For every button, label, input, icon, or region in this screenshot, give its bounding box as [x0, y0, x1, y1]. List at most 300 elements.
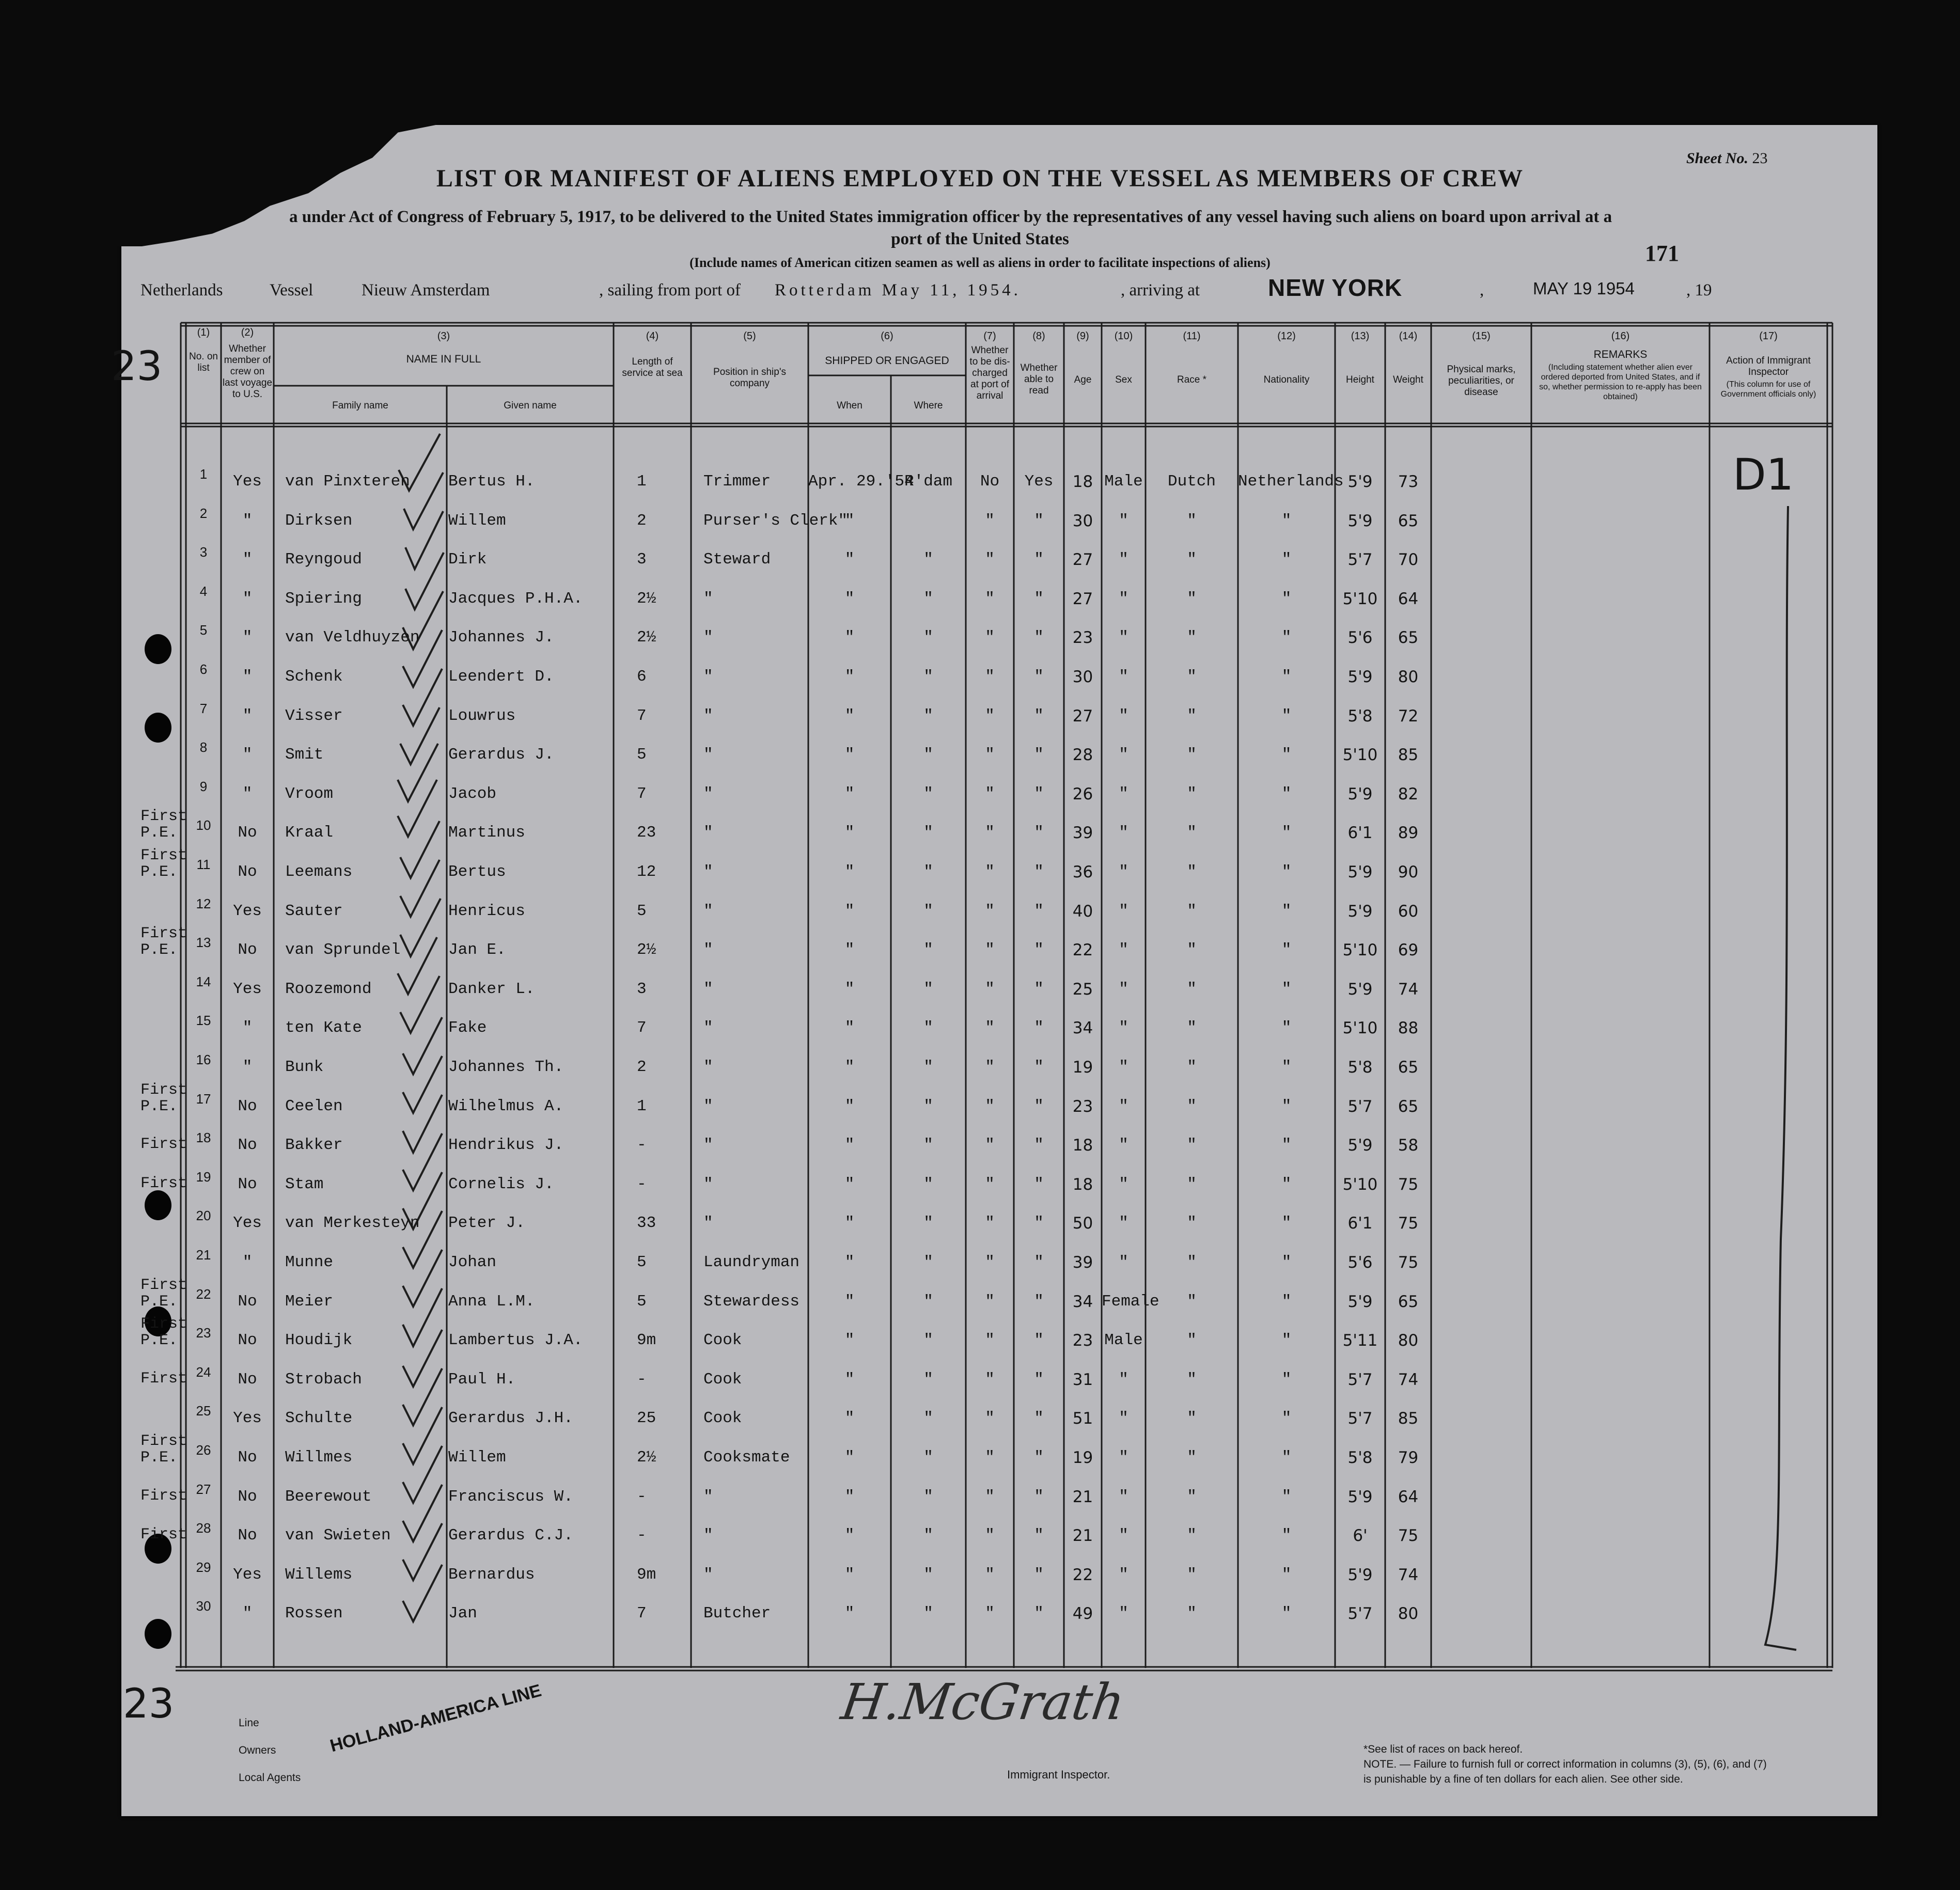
row-weight-cell: 75	[1398, 1526, 1419, 1546]
row-position-cell: Stewardess	[703, 1292, 800, 1311]
row-family-cell: Meier	[285, 1292, 334, 1311]
row-nat-cell: Netherlands	[1238, 472, 1344, 491]
row-service-cell: 2	[637, 511, 647, 530]
row-family-cell: Schulte	[285, 1409, 353, 1428]
row-where-cell: "	[923, 863, 933, 881]
page-title: LIST OR MANIFEST OF ALIENS EMPLOYED ON THE VESSEL AS MEMBERS OF CREW	[436, 165, 1524, 192]
row-service-cell: 1	[637, 472, 647, 491]
row-weight-cell: 65	[1398, 1097, 1419, 1116]
row-where-cell: "	[923, 1058, 933, 1076]
row-sex-cell: Male	[1104, 472, 1143, 491]
row-where-cell: "	[923, 1253, 933, 1271]
col-16-subheader: (Including statement whether alien ever ordered deported from United States, and if so, whether permission to re-apply has been obtained)	[1539, 363, 1702, 401]
row-nat-cell: "	[1281, 668, 1292, 686]
row-race-cell: "	[1187, 1409, 1197, 1428]
row-where-cell: "	[923, 1487, 933, 1506]
col-12-num: (12)	[1277, 330, 1296, 342]
row-race-cell: "	[1187, 1058, 1197, 1076]
row-position-cell: Cook	[703, 1331, 742, 1350]
row-where-cell: "	[923, 1448, 933, 1467]
row-disch-cell: "	[985, 824, 995, 842]
col-2-num: (2)	[241, 327, 254, 338]
row-disch-cell: "	[985, 941, 995, 959]
first-pe-note: First P.E.	[140, 1432, 187, 1467]
row-disch-cell: "	[985, 1448, 995, 1467]
row-nat-cell: "	[1281, 980, 1292, 998]
row-family-cell: Rossen	[285, 1604, 343, 1623]
row-family-cell: Leemans	[285, 863, 353, 881]
row-nat-cell: "	[1281, 550, 1292, 569]
row-weight-cell: 88	[1398, 1019, 1419, 1038]
row-read-cell: "	[1034, 1058, 1044, 1076]
row-sex-cell: "	[1119, 902, 1128, 920]
row-height-cell: 5'9	[1347, 863, 1373, 881]
row-nat-cell: "	[1281, 1136, 1292, 1155]
punch-hole	[145, 713, 171, 743]
row-family-cell: Roozemond	[285, 980, 372, 998]
row-nat-cell: "	[1281, 1448, 1292, 1467]
row-age-cell: 49	[1072, 1604, 1093, 1624]
stamped-page-number: 171	[1645, 241, 1679, 266]
row-family-cell: Dirksen	[285, 511, 353, 530]
row-service-cell: 1	[637, 1097, 647, 1115]
row-height-cell: 5'9	[1347, 511, 1373, 530]
row-read-cell: "	[1034, 1175, 1044, 1193]
row-race-cell: "	[1187, 1448, 1197, 1467]
row-nat-cell: "	[1281, 1331, 1292, 1350]
row-weight-cell: 74	[1398, 980, 1419, 999]
row-family-cell: Munne	[285, 1253, 334, 1271]
row-last-cell: "	[242, 550, 253, 569]
row-race-cell: "	[1187, 1370, 1197, 1389]
punch-hole	[145, 634, 171, 664]
row-position-cell: "	[703, 784, 713, 803]
row-disch-cell: "	[985, 706, 995, 725]
row-where-cell: "	[923, 1565, 933, 1584]
first-pe-note: First	[140, 1136, 187, 1154]
row-disch-cell: "	[985, 550, 995, 569]
row-height-cell: 5'9	[1347, 1565, 1373, 1584]
row-age-cell: 40	[1072, 902, 1093, 921]
row-last-cell: "	[242, 784, 253, 803]
sailing-from: Rotterdam May 11, 1954.	[775, 281, 1021, 300]
row-where-cell: "	[923, 1019, 933, 1037]
sheet-mark-bottom: 23	[123, 1681, 175, 1727]
row-last-cell: Yes	[233, 472, 262, 491]
row-service-cell: 5	[637, 902, 647, 920]
row-weight-cell: 64	[1398, 1487, 1419, 1506]
row-no-cell: 14	[196, 973, 211, 989]
row-service-cell: 3	[637, 550, 647, 569]
row-service-cell: 6	[637, 668, 647, 686]
row-weight-cell: 72	[1398, 706, 1419, 726]
row-age-cell: 50	[1072, 1214, 1093, 1233]
local-agents-label: Local Agents	[239, 1772, 301, 1784]
row-where-cell: "	[923, 1175, 933, 1193]
row-no-cell: 15	[196, 1013, 211, 1029]
row-weight-cell: 79	[1398, 1448, 1419, 1467]
punch-hole	[145, 1190, 171, 1220]
row-given-cell: Lambertus J.A.	[448, 1331, 583, 1350]
row-race-cell: "	[1187, 1097, 1197, 1115]
row-no-cell: 30	[196, 1598, 211, 1614]
row-given-cell: Willem	[448, 511, 506, 530]
row-last-cell: "	[242, 628, 253, 647]
row-when-cell: "	[844, 1526, 855, 1545]
row-no-cell: 2	[199, 505, 208, 521]
row-disch-cell: "	[985, 1487, 995, 1506]
col-3-header: NAME IN FULL	[406, 353, 481, 365]
row-where-cell: "	[923, 1292, 933, 1311]
row-weight-cell: 69	[1398, 941, 1419, 960]
row-race-cell: "	[1187, 941, 1197, 959]
row-disch-cell: "	[985, 1604, 995, 1623]
row-height-cell: 5'9	[1347, 668, 1373, 686]
row-family-cell: Schenk	[285, 668, 343, 686]
row-last-cell: "	[242, 1253, 253, 1271]
row-age-cell: 51	[1072, 1409, 1093, 1428]
row-nat-cell: "	[1281, 941, 1292, 959]
row-service-cell: 33	[637, 1214, 656, 1233]
row-when-cell: "	[844, 1097, 855, 1115]
row-family-cell: Reyngoud	[285, 550, 362, 569]
row-read-cell: "	[1034, 1565, 1044, 1584]
row-race-cell: "	[1187, 668, 1197, 686]
row-given-cell: Hendrikus J.	[448, 1136, 564, 1155]
row-family-cell: van Sprundel	[285, 941, 401, 959]
row-no-cell: 5	[199, 622, 208, 638]
row-last-cell: Yes	[233, 902, 262, 920]
row-given-cell: Johannes Th.	[448, 1058, 564, 1076]
arriving-port-stamp: NEW YORK	[1268, 274, 1403, 301]
row-height-cell: 5'7	[1347, 550, 1373, 570]
row-height-cell: 6'	[1353, 1526, 1368, 1546]
row-height-cell: 5'6	[1347, 1253, 1373, 1272]
row-nat-cell: "	[1281, 1604, 1292, 1623]
col-15-num: (15)	[1472, 330, 1491, 342]
row-service-cell: 2½	[637, 941, 656, 959]
row-age-cell: 25	[1072, 980, 1093, 999]
row-position-cell: "	[703, 902, 713, 920]
row-nat-cell: "	[1281, 628, 1292, 647]
row-sex-cell: "	[1119, 668, 1128, 686]
row-position-cell: Steward	[703, 550, 771, 569]
row-position-cell: Butcher	[703, 1604, 771, 1623]
row-height-cell: 5'10	[1342, 746, 1378, 765]
row-last-cell: No	[238, 863, 257, 881]
row-position-cell: Laundryman	[703, 1253, 800, 1271]
row-weight-cell: 75	[1398, 1253, 1419, 1272]
row-height-cell: 5'9	[1347, 1487, 1373, 1506]
row-nat-cell: "	[1281, 1019, 1292, 1037]
row-service-cell: -	[637, 1370, 647, 1389]
row-no-cell: 6	[199, 662, 208, 677]
row-service-cell: 9m	[637, 1331, 656, 1350]
row-family-cell: Kraal	[285, 824, 334, 842]
row-age-cell: 34	[1072, 1292, 1093, 1311]
row-when-cell: "	[844, 784, 855, 803]
row-when-cell: "	[844, 863, 855, 881]
row-read-cell: "	[1034, 1253, 1044, 1271]
first-pe-note: First P.E.	[140, 1276, 187, 1311]
row-sex-cell: "	[1119, 1214, 1128, 1233]
row-last-cell: No	[238, 1370, 257, 1389]
row-service-cell: 7	[637, 1019, 647, 1037]
row-service-cell: 7	[637, 1604, 647, 1623]
row-service-cell: 3	[637, 980, 647, 998]
row-position-cell: "	[703, 589, 713, 608]
row-where-cell: "	[923, 824, 933, 842]
row-where-cell: "	[923, 589, 933, 608]
inspector-signature: H.McGrath	[838, 1673, 1128, 1731]
row-age-cell: 27	[1072, 706, 1093, 726]
row-disch-cell: "	[985, 1526, 995, 1545]
row-age-cell: 18	[1072, 1136, 1093, 1155]
row-no-cell: 19	[196, 1169, 211, 1185]
row-nat-cell: "	[1281, 863, 1292, 881]
row-read-cell: "	[1034, 1097, 1044, 1115]
row-no-cell: 24	[196, 1364, 211, 1380]
row-sex-cell: "	[1119, 1487, 1128, 1506]
row-no-cell: 28	[196, 1520, 211, 1536]
row-where-cell: "	[923, 784, 933, 803]
row-race-cell: "	[1187, 1604, 1197, 1623]
row-weight-cell: 65	[1398, 1292, 1419, 1311]
row-read-cell: "	[1034, 784, 1044, 803]
subtitle-include: (Include names of American citizen seamen as well as aliens in order to facilitate inspections of aliens)	[689, 255, 1271, 270]
row-given-cell: Fake	[448, 1019, 487, 1037]
row-last-cell: Yes	[233, 1409, 262, 1428]
row-disch-cell: "	[985, 863, 995, 881]
row-read-cell: "	[1034, 1409, 1044, 1428]
row-last-cell: No	[238, 824, 257, 842]
row-given-cell: Jan	[448, 1604, 477, 1623]
row-when-cell: "	[844, 1448, 855, 1467]
row-sex-cell: "	[1119, 941, 1128, 959]
row-position-cell: "	[703, 1058, 713, 1076]
col-7-header: Whether to be dis-charged at port of arrival	[969, 345, 1010, 401]
row-nat-cell: "	[1281, 511, 1292, 530]
comma: ,	[1480, 281, 1484, 300]
row-nat-cell: "	[1281, 1565, 1292, 1584]
row-when-cell: "	[844, 550, 855, 569]
row-given-cell: Jan E.	[448, 941, 506, 959]
col-10-header: Sex	[1115, 374, 1132, 385]
row-when-cell: "	[844, 1136, 855, 1155]
row-where-cell: "	[923, 628, 933, 647]
row-where-cell: "	[923, 1409, 933, 1428]
row-family-cell: Bakker	[285, 1136, 343, 1155]
row-read-cell: "	[1034, 941, 1044, 959]
row-nat-cell: "	[1281, 1409, 1292, 1428]
row-height-cell: 5'8	[1347, 706, 1373, 726]
row-service-cell: 12	[637, 863, 656, 881]
row-height-cell: 5'10	[1342, 1175, 1378, 1194]
row-when-cell: "	[844, 589, 855, 608]
row-read-cell: "	[1034, 1604, 1044, 1623]
row-height-cell: 5'11	[1342, 1331, 1378, 1350]
row-position-cell: Trimmer	[703, 472, 771, 491]
row-age-cell: 23	[1072, 1097, 1093, 1116]
row-race-cell: "	[1187, 746, 1197, 764]
row-no-cell: 4	[199, 583, 208, 599]
row-disch-cell: "	[985, 1370, 995, 1389]
row-height-cell: 5'9	[1347, 472, 1373, 491]
row-where-cell: R'dam	[904, 472, 952, 491]
col-17-header: Action of Immigrant Inspector	[1726, 355, 1811, 377]
row-last-cell: No	[238, 1097, 257, 1115]
row-family-cell: van Swieten	[285, 1526, 391, 1545]
row-last-cell: Yes	[233, 1214, 262, 1233]
row-age-cell: 30	[1072, 511, 1093, 530]
row-service-cell: -	[637, 1526, 647, 1545]
row-nat-cell: "	[1281, 1370, 1292, 1389]
row-sex-cell: "	[1119, 1058, 1128, 1076]
row-no-cell: 27	[196, 1481, 211, 1497]
row-race-cell: "	[1187, 1019, 1197, 1037]
row-given-cell: Paul H.	[448, 1370, 516, 1389]
row-service-cell: 25	[637, 1409, 656, 1428]
row-given-cell: Bertus	[448, 863, 506, 881]
row-when-cell: "	[844, 1331, 855, 1350]
row-age-cell: 27	[1072, 550, 1093, 570]
row-position-cell: "	[703, 1487, 713, 1506]
row-disch-cell: "	[985, 1214, 995, 1233]
row-no-cell: 18	[196, 1130, 211, 1146]
row-position-cell: "	[703, 706, 713, 725]
row-disch-cell: "	[985, 1136, 995, 1155]
row-when-cell: "	[844, 1409, 855, 1428]
row-last-cell: "	[242, 746, 253, 764]
row-no-cell: 17	[196, 1091, 211, 1107]
row-position-cell: "	[703, 863, 713, 881]
row-weight-cell: 80	[1398, 668, 1419, 686]
sheet-mark-top: 23	[111, 343, 163, 390]
row-height-cell: 5'7	[1347, 1604, 1373, 1624]
row-given-cell: Gerardus J.H.	[448, 1409, 573, 1428]
row-last-cell: No	[238, 1331, 257, 1350]
row-age-cell: 19	[1072, 1058, 1093, 1077]
row-last-cell: No	[238, 1175, 257, 1193]
row-height-cell: 5'9	[1347, 1136, 1373, 1155]
row-weight-cell: 60	[1398, 902, 1419, 921]
row-given-cell: Wilhelmus A.	[448, 1097, 564, 1115]
row-when-cell: "	[844, 941, 855, 959]
row-nat-cell: "	[1281, 1292, 1292, 1311]
row-where-cell: "	[923, 746, 933, 764]
row-sex-cell: "	[1119, 706, 1128, 725]
row-age-cell: 18	[1072, 1175, 1093, 1194]
col-4-header: Length of service at sea	[622, 356, 683, 379]
row-sex-cell: "	[1119, 589, 1128, 608]
row-disch-cell: "	[985, 980, 995, 998]
row-position-cell: "	[703, 746, 713, 764]
col-10-num: (10)	[1114, 330, 1133, 342]
row-last-cell: No	[238, 1526, 257, 1545]
row-read-cell: "	[1034, 628, 1044, 647]
row-race-cell: "	[1187, 1292, 1197, 1311]
row-weight-cell: 80	[1398, 1604, 1419, 1624]
row-read-cell: "	[1034, 1019, 1044, 1037]
row-given-cell: Johan	[448, 1253, 497, 1271]
row-height-cell: 5'7	[1347, 1409, 1373, 1428]
row-age-cell: 28	[1072, 746, 1093, 765]
row-last-cell: "	[242, 511, 253, 530]
row-no-cell: 20	[196, 1208, 211, 1224]
arrival-date-stamp: MAY 19 1954	[1533, 279, 1635, 298]
row-where-cell: "	[923, 706, 933, 725]
row-age-cell: 22	[1072, 941, 1093, 960]
row-position-cell: Cook	[703, 1409, 742, 1428]
col-6-header: SHIPPED OR ENGAGED	[825, 355, 949, 367]
row-when-cell: "	[844, 1019, 855, 1037]
row-height-cell: 5'9	[1347, 784, 1373, 804]
row-height-cell: 5'10	[1342, 1019, 1378, 1038]
first-pe-note: First P.E.	[140, 808, 187, 842]
row-family-cell: Willmes	[285, 1448, 353, 1467]
row-given-cell: Bernardus	[448, 1565, 535, 1584]
col-17-subheader: (This column for use of Government officials only)	[1720, 380, 1816, 399]
row-given-cell: Johannes J.	[448, 628, 554, 647]
row-age-cell: 21	[1072, 1487, 1093, 1506]
row-height-cell: 6'1	[1347, 824, 1373, 843]
row-sex-cell: "	[1119, 980, 1128, 998]
row-read-cell: "	[1034, 1370, 1044, 1389]
col-1-header: No. on list	[189, 351, 218, 373]
row-nat-cell: "	[1281, 746, 1292, 764]
row-when-cell: "	[844, 1565, 855, 1584]
row-disch-cell: "	[985, 668, 995, 686]
row-race-cell: "	[1187, 1253, 1197, 1271]
row-nat-cell: "	[1281, 1097, 1292, 1115]
subtitle-port: port of the United States	[891, 230, 1069, 248]
row-disch-cell: "	[985, 1331, 995, 1350]
row-family-cell: Houdijk	[285, 1331, 353, 1350]
row-service-cell: 2½	[637, 628, 656, 647]
row-disch-cell: "	[985, 1409, 995, 1428]
row-service-cell: -	[637, 1175, 647, 1193]
row-service-cell: 2½	[637, 1448, 656, 1467]
row-given-cell: Anna L.M.	[448, 1292, 535, 1311]
footnote-races: *See list of races on back hereof.	[1363, 1743, 1523, 1755]
row-read-cell: "	[1034, 746, 1044, 764]
row-position-cell: "	[703, 668, 713, 686]
row-service-cell: 2½	[637, 589, 656, 608]
row-service-cell: 5	[637, 1292, 647, 1311]
row-race-cell: "	[1187, 1526, 1197, 1545]
row-where-cell: "	[923, 941, 933, 959]
row-height-cell: 5'9	[1347, 980, 1373, 999]
row-race-cell: "	[1187, 511, 1197, 530]
row-no-cell: 8	[199, 739, 208, 755]
row-height-cell: 5'10	[1342, 941, 1378, 960]
row-race-cell: "	[1187, 550, 1197, 569]
row-weight-cell: 65	[1398, 511, 1419, 530]
row-no-cell: 25	[196, 1403, 211, 1419]
row-service-cell: 23	[637, 824, 656, 842]
row-disch-cell: "	[985, 1175, 995, 1193]
row-last-cell: "	[242, 668, 253, 686]
row-position-cell: "	[703, 1565, 713, 1584]
row-disch-cell: No	[980, 472, 1000, 491]
row-given-cell: Martinus	[448, 824, 525, 842]
row-family-cell: Willems	[285, 1565, 353, 1584]
row-family-cell: Visser	[285, 706, 343, 725]
first-pe-note: First	[140, 1487, 187, 1505]
row-race-cell: "	[1187, 902, 1197, 920]
row-read-cell: "	[1034, 824, 1044, 842]
first-pe-note: First P.E.	[140, 1081, 187, 1115]
